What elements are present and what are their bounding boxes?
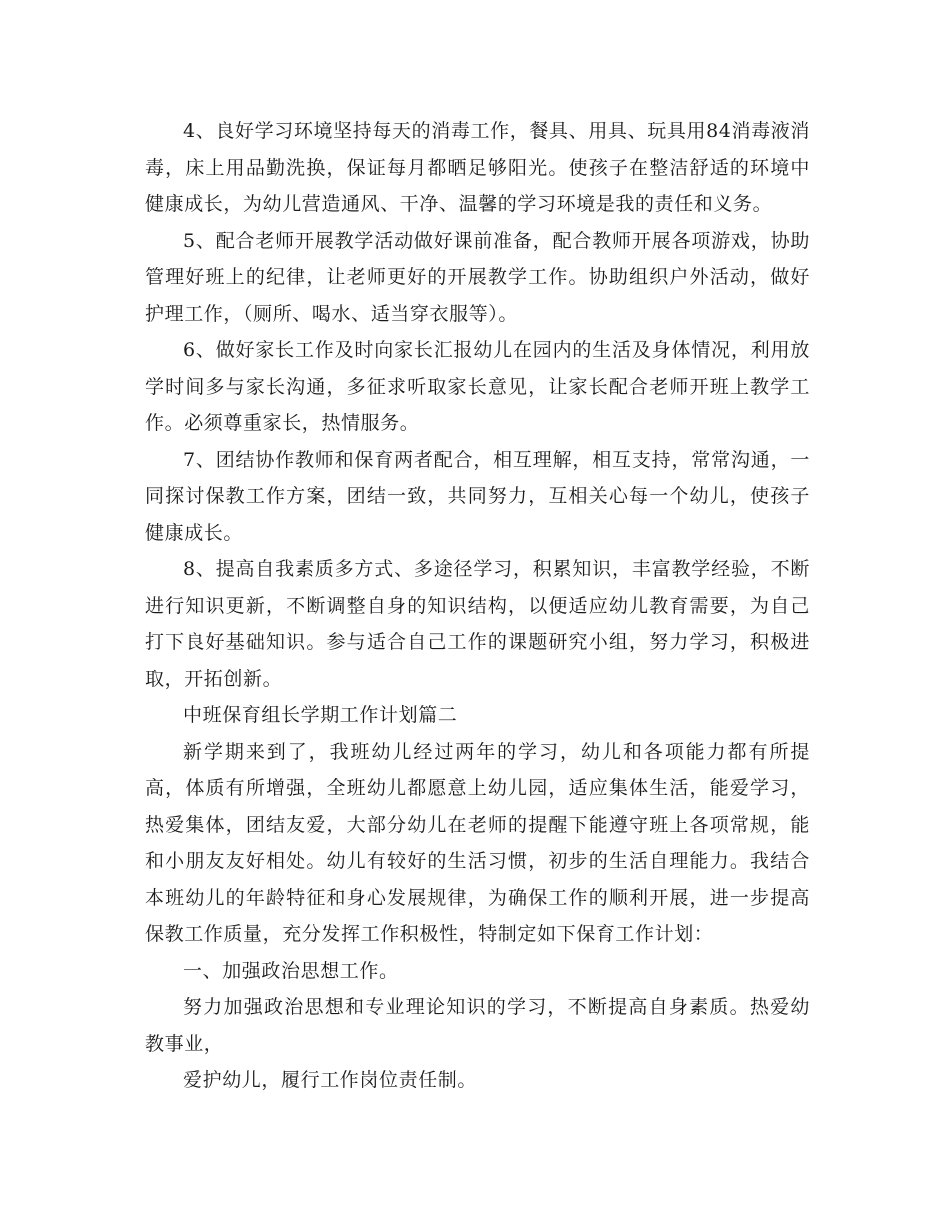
paragraph-item-5: 5、配合老师开展教学活动做好课前准备，配合教师开展各项游戏，协助管理好班上的纪律，让老师更好的开展教学工作。协助组织户外活动，做好护理工作，（厕所、喝水、适当穿衣服等）。 [145,229,810,325]
paragraph-item-6: 6、做好家长工作及时向家长汇报幼儿在园内的生活及身体情况，利用放学时间多与家长沟通，多征求听取家长意见，让家长配合老师开班上教学工作。必须尊重家长，热情服务。 [145,339,810,434]
document-body [145,113,810,1099]
subsection-heading: 一、加强政治思想工作。 [183,959,399,982]
section-heading: 中班保育组长学期工作计划篇二 [183,704,458,726]
subsection-paragraph-continued: 爱护幼儿，履行工作岗位责任制。 [183,1069,478,1091]
paragraph-item-4: 4、良好学习环境坚持每天的消毒工作，餐具、用具、玩具用84消毒液消毒，床上用品勤洗换，保证每月都晒足够阳光。使孩子在整洁舒适的环境中健康成长，为幼儿营造通风、干净、温馨的学习环境是我的责任和义务。 [145,120,810,215]
paragraph-item-8: 8、提高自我素质多方式、多途径学习，积累知识，丰富教学经验，不断进行知识更新，不断调整自身的知识结构，以便适应幼儿教育需要，为自己打下良好基础知识。参与适合自己工作的课题研究小组，努力学习，积极进取，开拓创新。 [145,558,810,690]
subsection-paragraph: 努力加强政治思想和专业理论知识的学习，不断提高自身素质。热爱幼教事业， [145,996,810,1055]
intro-paragraph: 新学期来到了，我班幼儿经过两年的学习，幼儿和各项能力都有所提高，体质有所增强，全班幼儿都愿意上幼儿园，适应集体生活，能爱学习，热爱集体，团结友爱，大部分幼儿在老师的提醒下能遵守班上各项常规，能和小朋友友好相处。幼儿有较好的生活习惯，初步的生活自理能力。我结合本班幼儿的年龄特征和身心发展规律，为确保工作的顺利开展，进一步提高保教工作质量，充分发挥工作积极性，特制定如下保育工作计划： [145,740,810,945]
paragraph-item-7: 7、团结协作教师和保育两者配合，相互理解，相互支持，常常沟通，一同探讨保教工作方案，团结一致，共同努力，互相关心每一个幼儿，使孩子健康成长。 [145,448,810,544]
